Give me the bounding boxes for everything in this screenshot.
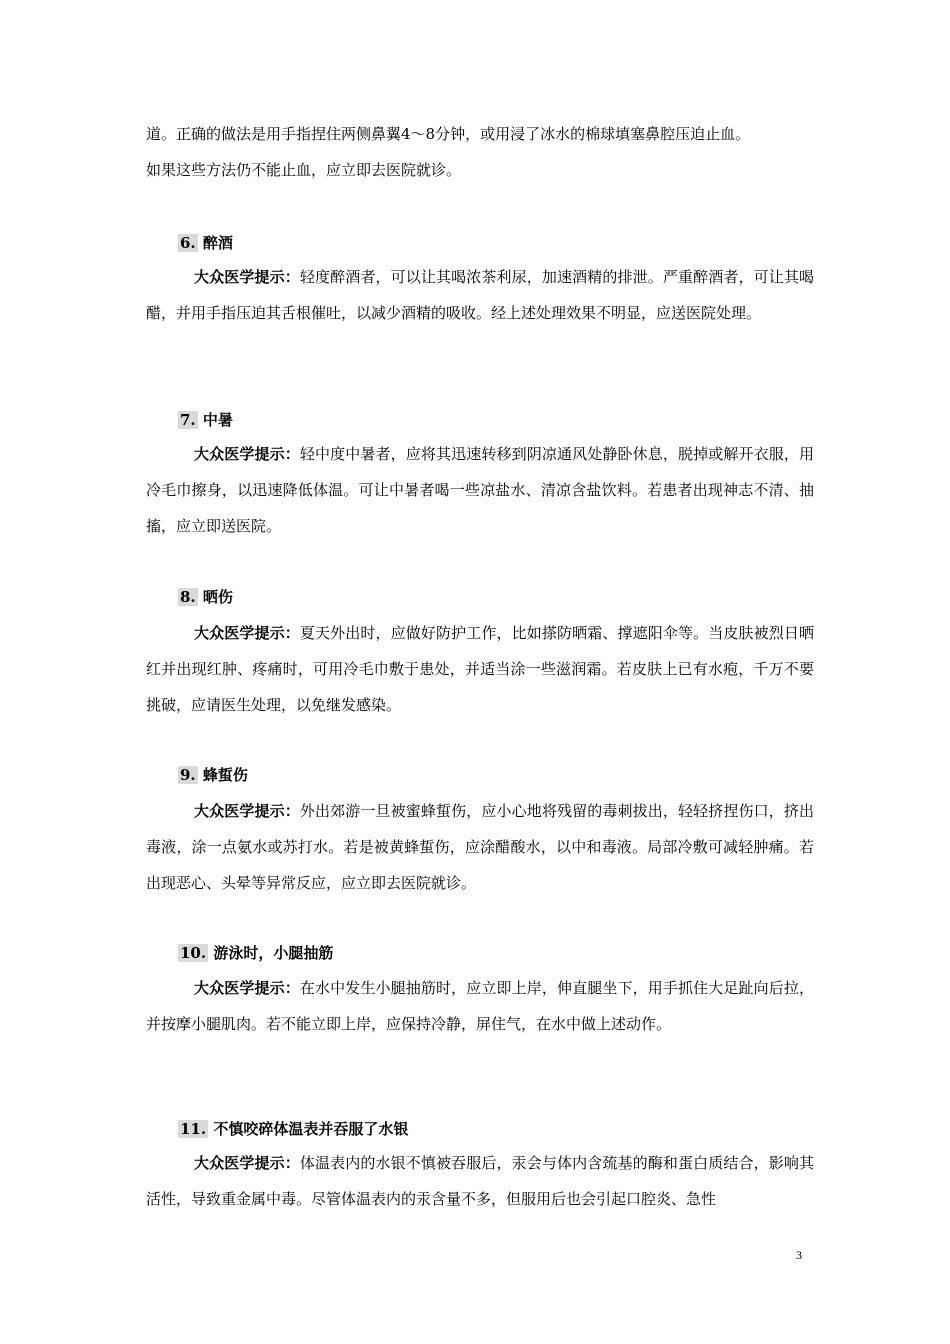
section-body-7 <box>146 436 814 544</box>
section-number: 6. <box>180 234 196 252</box>
section-title: 蜂蜇伤 <box>202 766 248 784</box>
section-number: 8. <box>180 588 196 606</box>
section-heading-8 <box>178 586 233 608</box>
section-title: 中暑 <box>202 411 233 429</box>
section-heading-6 <box>178 232 233 254</box>
section-body-6 <box>146 259 814 331</box>
section-label: 大众医学提示： <box>194 624 300 642</box>
section-text: 体温表内的水银不慎被吞服后，汞会与体内含巯基的酶和蛋白质结合，影响其活性，导致重金属中毒。尽管体温表内的汞含量不多，但服用后也会引起口腔炎、急性 <box>146 1154 814 1208</box>
section-body-9 <box>146 793 814 901</box>
section-text: 外出郊游一旦被蜜蜂蜇伤，应小心地将残留的毒刺拔出，轻轻挤捏伤口，挤出毒液，涂一点氨水或苏打水。若是被黄蜂蜇伤，应涂醋酸水，以中和毒液。局部冷敷可减轻肿痛。若出现恶心、头晕等异常反应，应立即去医院就诊。 <box>146 802 814 892</box>
section-heading-10 <box>178 942 333 964</box>
section-number: 11. <box>180 1120 207 1138</box>
section-number: 9. <box>180 766 196 784</box>
section-text: 夏天外出时，应做好防护工作，比如搽防晒霜、撑遮阳伞等。当皮肤被烈日晒红并出现红肿、疼痛时，可用冷毛巾敷于患处，并适当涂一些滋润霜。若皮肤上已有水疱，千万不要挑破，应请医生处理，以免继发感染。 <box>146 624 814 714</box>
section-label: 大众医学提示： <box>194 979 300 997</box>
intro-line-2: 如果这些方法仍不能止血，应立即去医院就诊。 <box>146 161 462 179</box>
section-text: 轻度醉酒者，可以让其喝浓茶利尿，加速酒精的排泄。严重醉酒者，可让其喝醋，并用手指压迫其舌根催吐，以减少酒精的吸收。经上述处理效果不明显，应送医院处理。 <box>146 268 814 322</box>
section-text: 在水中发生小腿抽筋时，应立即上岸，伸直腿坐下，用手抓住大足趾向后拉，并按摩小腿肌肉。若不能立即上岸，应保持冷静，屏住气，在水中做上述动作。 <box>146 979 814 1033</box>
section-number: 7. <box>180 411 196 429</box>
section-label: 大众医学提示： <box>194 445 300 463</box>
intro-paragraph <box>146 116 814 188</box>
section-body-11 <box>146 1145 814 1217</box>
section-title: 晒伤 <box>202 588 233 606</box>
section-body-10 <box>146 970 814 1042</box>
section-heading-11 <box>178 1118 408 1140</box>
section-body-8 <box>146 615 814 723</box>
section-title: 不慎咬碎体温表并吞服了水银 <box>213 1120 409 1138</box>
section-heading-9 <box>178 764 248 786</box>
section-title: 游泳时，小腿抽筋 <box>213 944 334 962</box>
section-label: 大众医学提示： <box>194 1154 300 1172</box>
intro-line-1: 道。正确的做法是用手指捏住两侧鼻翼4～8分钟，或用浸了冰水的棉球填塞鼻腔压迫止血。 <box>146 125 751 143</box>
page-number: 3 <box>796 1248 802 1262</box>
section-heading-7 <box>178 409 233 431</box>
section-label: 大众医学提示： <box>194 268 300 286</box>
section-text: 轻中度中暑者，应将其迅速转移到阴凉通风处静卧休息，脱掉或解开衣服，用冷毛巾擦身，以迅速降低体温。可让中暑者喝一些凉盐水、清凉含盐饮料。若患者出现神志不清、抽搐，应立即送医院。 <box>146 445 814 535</box>
section-title: 醉酒 <box>202 234 233 252</box>
section-number: 10. <box>180 944 207 962</box>
section-label: 大众医学提示： <box>194 802 300 820</box>
